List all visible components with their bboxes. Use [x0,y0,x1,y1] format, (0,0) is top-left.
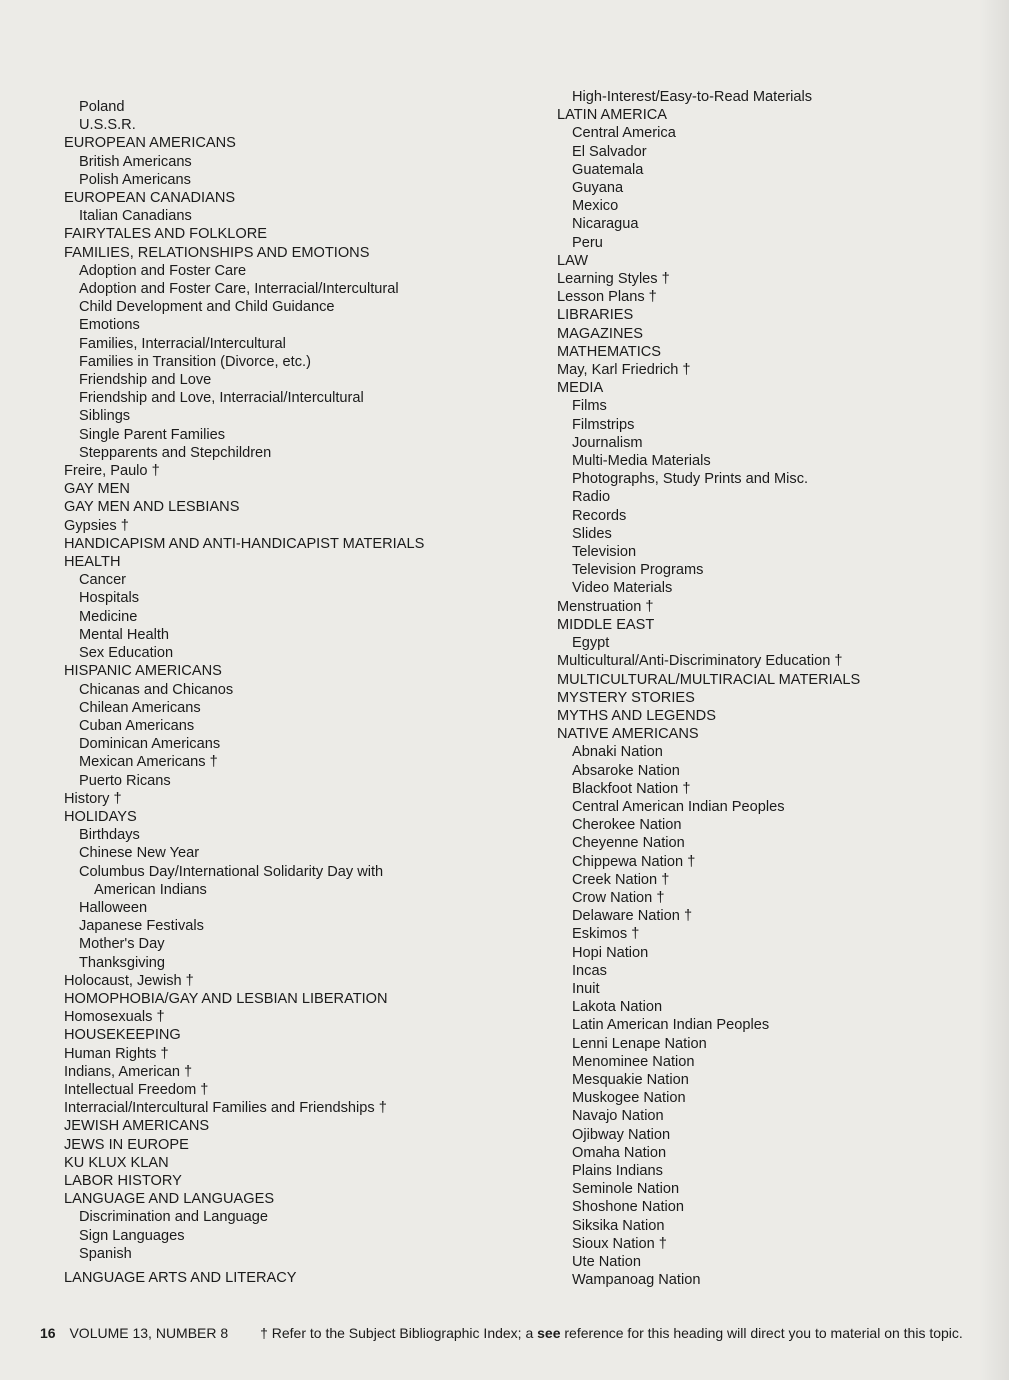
index-subheading: Chilean Americans [79,699,201,716]
index-heading: MULTICULTURAL/MULTIRACIAL MATERIALS [557,671,861,688]
index-subheading: Child Development and Child Guidance [79,299,335,316]
index-heading: FAIRYTALES AND FOLKLORE [64,226,268,243]
index-subheading: Mexico [572,198,619,215]
page-number: 16 [40,1325,56,1341]
index-subheading: Spanish [79,1245,132,1262]
index-subheading: Single Parent Families [79,426,226,443]
page-footer [40,1325,1000,1341]
index-heading: MYSTERY STORIES [557,689,695,706]
index-subheading: Friendship and Love, Interracial/Intercultural [79,390,364,407]
index-subheading: Siksika Nation [572,1217,665,1234]
index-subheading: Mental Health [79,626,170,643]
index-heading: LANGUAGE AND LANGUAGES [64,1191,275,1208]
index-subheading: Dominican Americans [79,736,221,753]
index-subheading: Cheyenne Nation [572,835,685,852]
index-heading: Intellectual Freedom † [64,1081,209,1098]
index-subheading: Hopi Nation [572,944,649,961]
index-subheading: Seminole Nation [572,1181,680,1198]
index-subheading: Cancer [79,572,127,589]
index-subheading: Columbus Day/International Solidarity Day with [79,863,384,880]
index-heading: HEALTH [64,554,121,571]
index-heading: Interracial/Intercultural Families and Friendships † [64,1100,387,1117]
index-subheading: Friendship and Love [79,372,212,389]
index-subheading: Films [572,398,607,415]
index-subheading: Puerto Ricans [79,772,171,789]
index-heading: Holocaust, Jewish † [64,972,194,989]
footnote-text-1: † Refer to the Subject Bibliographic Index; a [260,1325,534,1341]
index-heading: Gypsies † [64,517,129,534]
index-subheading: Creek Nation † [572,871,670,888]
index-subheading: El Salvador [572,143,647,160]
index-heading: LATIN AMERICA [557,107,668,124]
index-heading: FAMILIES, RELATIONSHIPS AND EMOTIONS [64,244,370,261]
index-subheading: Guatemala [572,161,644,178]
index-subheading: Central American Indian Peoples [572,798,785,815]
index-heading: Menstruation † [557,598,654,615]
index-heading: EUROPEAN CANADIANS [64,190,236,207]
index-subheading: Journalism [572,434,643,451]
index-subheading: Cherokee Nation [572,817,682,834]
index-subheading: Multi-Media Materials [572,453,711,470]
index-subheading: Latin American Indian Peoples [572,1017,770,1034]
index-heading: HOLIDAYS [64,808,137,825]
index-subheading: Ute Nation [572,1254,641,1270]
index-subheading: Shoshone Nation [572,1199,684,1216]
index-heading: NATIVE AMERICANS [557,726,699,743]
index-subheading: Cuban Americans [79,717,195,734]
index-subheading: Halloween [79,899,148,916]
index-subheading: Polish Americans [79,171,191,188]
index-heading: Learning Styles † [557,271,670,288]
index-subheading: Crow Nation † [572,889,665,906]
index-subheading: Delaware Nation † [572,908,693,925]
index-subheading: Birthdays [79,827,140,844]
left-column [64,98,534,1287]
index-heading: MIDDLE EAST [557,616,655,633]
index-subheading: U.S.S.R. [79,117,136,134]
index-heading: MYTHS AND LEGENDS [557,707,716,724]
index-subheading: Chinese New Year [79,845,200,862]
index-heading: KU KLUX KLAN [64,1154,169,1171]
index-subheading: Medicine [79,608,138,625]
index-heading: LIBRARIES [557,307,634,324]
index-subheading: Egypt [572,635,610,652]
index-subheading: Lenni Lenape Nation [572,1035,707,1052]
index-subheading: Sex Education [79,645,174,662]
index-heading: MATHEMATICS [557,343,662,360]
index-heading: Human Rights † [64,1045,169,1062]
index-subheading: Emotions [79,317,140,334]
index-subheading: Families in Transition (Divorce, etc.) [79,353,311,370]
index-subheading: Adoption and Foster Care, Interracial/Intercultural [79,281,399,298]
index-heading: LABOR HISTORY [64,1172,182,1189]
index-subheading: Families, Interracial/Intercultural [79,335,286,352]
footnote [260,1325,963,1341]
index-heading: LANGUAGE ARTS AND LITERACY [64,1270,297,1286]
index-heading: JEWS IN EUROPE [64,1136,189,1153]
index-subheading: Stepparents and Stepchildren [79,444,272,461]
index-subheading: Central America [572,125,676,142]
index-subheading: Chicanas and Chicanos [79,681,234,698]
footnote-see: see [537,1325,561,1341]
index-subheading: Hospitals [79,590,140,607]
index-subheading: Records [572,507,627,524]
index-subheading: Television [572,544,637,561]
index-subheading: Wampanoag Nation [572,1272,701,1289]
index-subheading: Radio [572,489,611,506]
index-subheading: Television Programs [572,562,704,579]
index-subheading: Chippewa Nation † [572,853,696,870]
volume-label: VOLUME 13, NUMBER 8 [69,1325,229,1341]
index-subheading: Siblings [79,408,131,425]
index-heading: JEWISH AMERICANS [64,1118,210,1135]
index-subheading: Japanese Festivals [79,918,204,935]
index-subheading: Thanksgiving [79,954,165,971]
index-heading: LAW [557,252,589,269]
index-subheading: Mesquakie Nation [572,1071,689,1088]
index-subheading: Blackfoot Nation † [572,780,691,797]
index-heading: HOMOPHOBIA/GAY AND LESBIAN LIBERATION [64,990,388,1007]
index-subheading: Incas [572,962,607,979]
index-subheading: British Americans [79,153,192,170]
index-subheading: Photographs, Study Prints and Misc. [572,471,809,488]
index-heading: Homosexuals † [64,1009,165,1026]
index-heading: HOUSEKEEPING [64,1027,181,1044]
index-subheading: High-Interest/Easy-to-Read Materials [572,89,813,105]
index-subheading: Muskogee Nation [572,1090,686,1107]
right-column [557,88,987,1289]
index-heading: History † [64,790,122,807]
index-subheading: Poland [79,99,125,115]
index-heading: Indians, American † [64,1063,193,1080]
index-subheading: Omaha Nation [572,1144,667,1161]
index-subheading: Slides [572,525,612,542]
index-subheading: Adoption and Foster Care [79,262,247,279]
index-subheading: Abnaki Nation [572,744,663,761]
index-subheading: Sign Languages [79,1227,185,1244]
index-subheading: Filmstrips [572,416,635,433]
index-subheading: American Indians [94,881,207,898]
index-heading: GAY MEN [64,481,130,498]
index-subheading: Plains Indians [572,1162,663,1179]
index-heading: HISPANIC AMERICANS [64,663,222,680]
index-heading: MAGAZINES [557,325,643,342]
index-subheading: Mexican Americans † [79,754,218,771]
index-subheading: Discrimination and Language [79,1209,269,1226]
index-heading: HANDICAPISM AND ANTI-HANDICAPIST MATERIALS [64,535,425,552]
index-subheading: Navajo Nation [572,1108,664,1125]
index-heading: Multicultural/Anti-Discriminatory Education † [557,653,843,670]
index-subheading: Ojibway Nation [572,1126,671,1143]
index-subheading: Sioux Nation † [572,1235,667,1252]
index-heading: Freire, Paulo † [64,463,160,480]
index-subheading: Inuit [572,980,600,997]
index-subheading: Guyana [572,180,624,197]
index-heading: EUROPEAN AMERICANS [64,135,236,152]
index-heading: MEDIA [557,380,604,397]
index-subheading: Absaroke Nation [572,762,680,779]
index-subheading: Video Materials [572,580,673,597]
index-subheading: Peru [572,234,603,251]
index-heading: GAY MEN AND LESBIANS [64,499,240,516]
index-subheading: Nicaragua [572,216,639,233]
index-subheading: Italian Canadians [79,208,192,225]
footnote-text-2: reference for this heading will direct you to material on this topic. [564,1325,963,1341]
index-subheading: Mother's Day [79,936,165,953]
index-subheading: Menominee Nation [572,1053,695,1070]
index-subheading: Lakota Nation [572,999,663,1016]
index-subheading: Eskimos † [572,926,640,943]
index-heading: May, Karl Friedrich † [557,362,691,379]
index-heading: Lesson Plans † [557,289,657,306]
